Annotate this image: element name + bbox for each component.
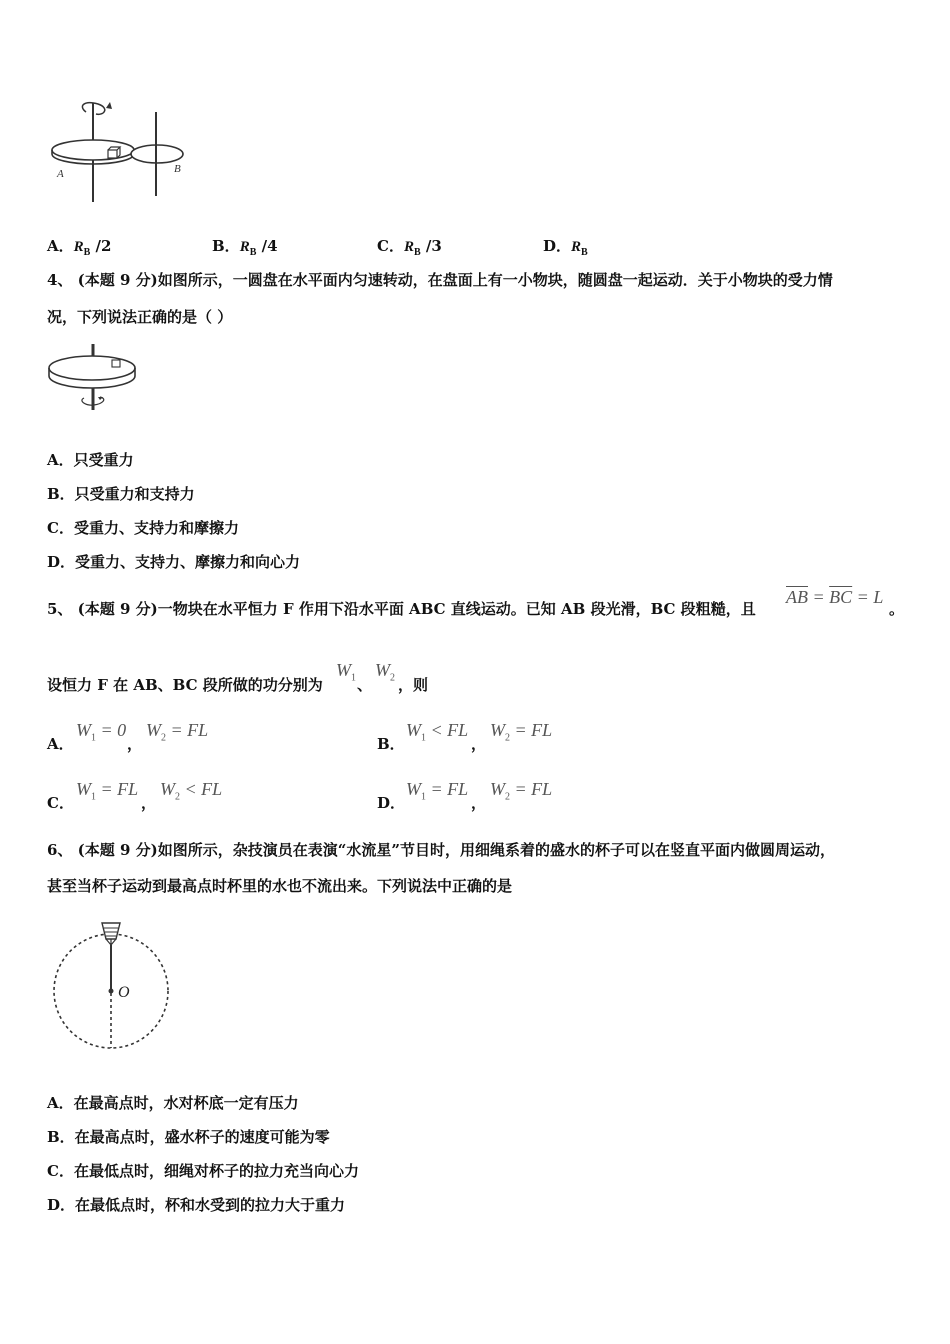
q5-stem-line2-pre: 设恒力 F 在 AB、BC 段所做的功分别为: [47, 676, 323, 694]
q5-option-c[interactable]: C． $W_1$ = FL ， $W_2$ < FL: [47, 779, 223, 812]
q5-w2: $W_2$: [375, 660, 395, 684]
q3-option-d[interactable]: D．$R_B$: [543, 237, 588, 258]
center-o-label: O: [118, 984, 130, 1001]
two-discs-figure: [48, 98, 193, 208]
q3-option-c[interactable]: C．$R_B$ /3: [377, 237, 442, 258]
q6-option-c[interactable]: C．在最低点时，细绳对杯子的拉力充当向心力: [47, 1162, 359, 1180]
q6-stem-line2: 甚至当杯子运动到最高点时杯里的水也不流出来。下列说法中正确的是: [47, 877, 513, 895]
q5-option-d[interactable]: D． $W_1$ = FL ， $W_2$ = FL: [377, 779, 553, 812]
disc-a-label: A: [57, 168, 64, 180]
q5-stem-line1: 5、 (本题 9 分)一物块在水平恒力 F 作用下沿水平面 ABC 直线运动。已知 AB 段光滑，BC 段粗糙，且: [47, 600, 756, 618]
q4-option-d[interactable]: D．受重力、支持力、摩擦力和向心力: [47, 553, 301, 571]
turntable-figure: [48, 340, 143, 415]
q3-option-a[interactable]: A．$R_B$ /2: [47, 237, 112, 258]
q6-option-b[interactable]: B．在最高点时，盛水杯子的速度可能为零: [47, 1128, 330, 1146]
q5-stem-line1-end: 。: [889, 600, 905, 618]
q4-stem-line1: 4、 (本题 9 分)如图所示，一圆盘在水平面内匀速转动，在盘面上有一小物块，随圆盘一起运动．关于小物块的受力情: [47, 271, 833, 289]
q3-option-b[interactable]: B．$R_B$ /4: [212, 237, 278, 258]
q6-stem-line1: 6、 (本题 9 分)如图所示，杂技演员在表演“水流星”节目时，用细绳系着的盛水的杯子可以在竖直平面内做圆周运动，: [47, 841, 835, 859]
q6-option-d[interactable]: D．在最低点时，杯和水受到的拉力大于重力: [47, 1196, 346, 1214]
q5-separator: 、: [357, 676, 373, 694]
disc-b-label: B: [174, 163, 181, 175]
water-meteor-figure: [50, 915, 175, 1055]
q5-option-b[interactable]: B． $W_1$ < FL ， $W_2$ = FL: [377, 720, 553, 753]
q4-stem-line2: 况，下列说法正确的是（ ）: [47, 308, 233, 326]
q5-option-a[interactable]: A． $W_1 = 0$ ， $W_2$ = FL: [47, 720, 209, 753]
q5-segment-equation: $\overline{AB} = \overline{BC} = L$: [786, 587, 884, 607]
q5-stem-line2-post: ，则: [398, 676, 429, 694]
q6-option-a[interactable]: A．在最高点时，水对杯底一定有压力: [47, 1094, 299, 1112]
q4-option-a[interactable]: A．只受重力: [47, 451, 134, 469]
q4-option-c[interactable]: C．受重力、支持力和摩擦力: [47, 519, 239, 537]
q5-w1: $W_1$: [336, 660, 356, 684]
q4-option-b[interactable]: B．只受重力和支持力: [47, 485, 195, 503]
